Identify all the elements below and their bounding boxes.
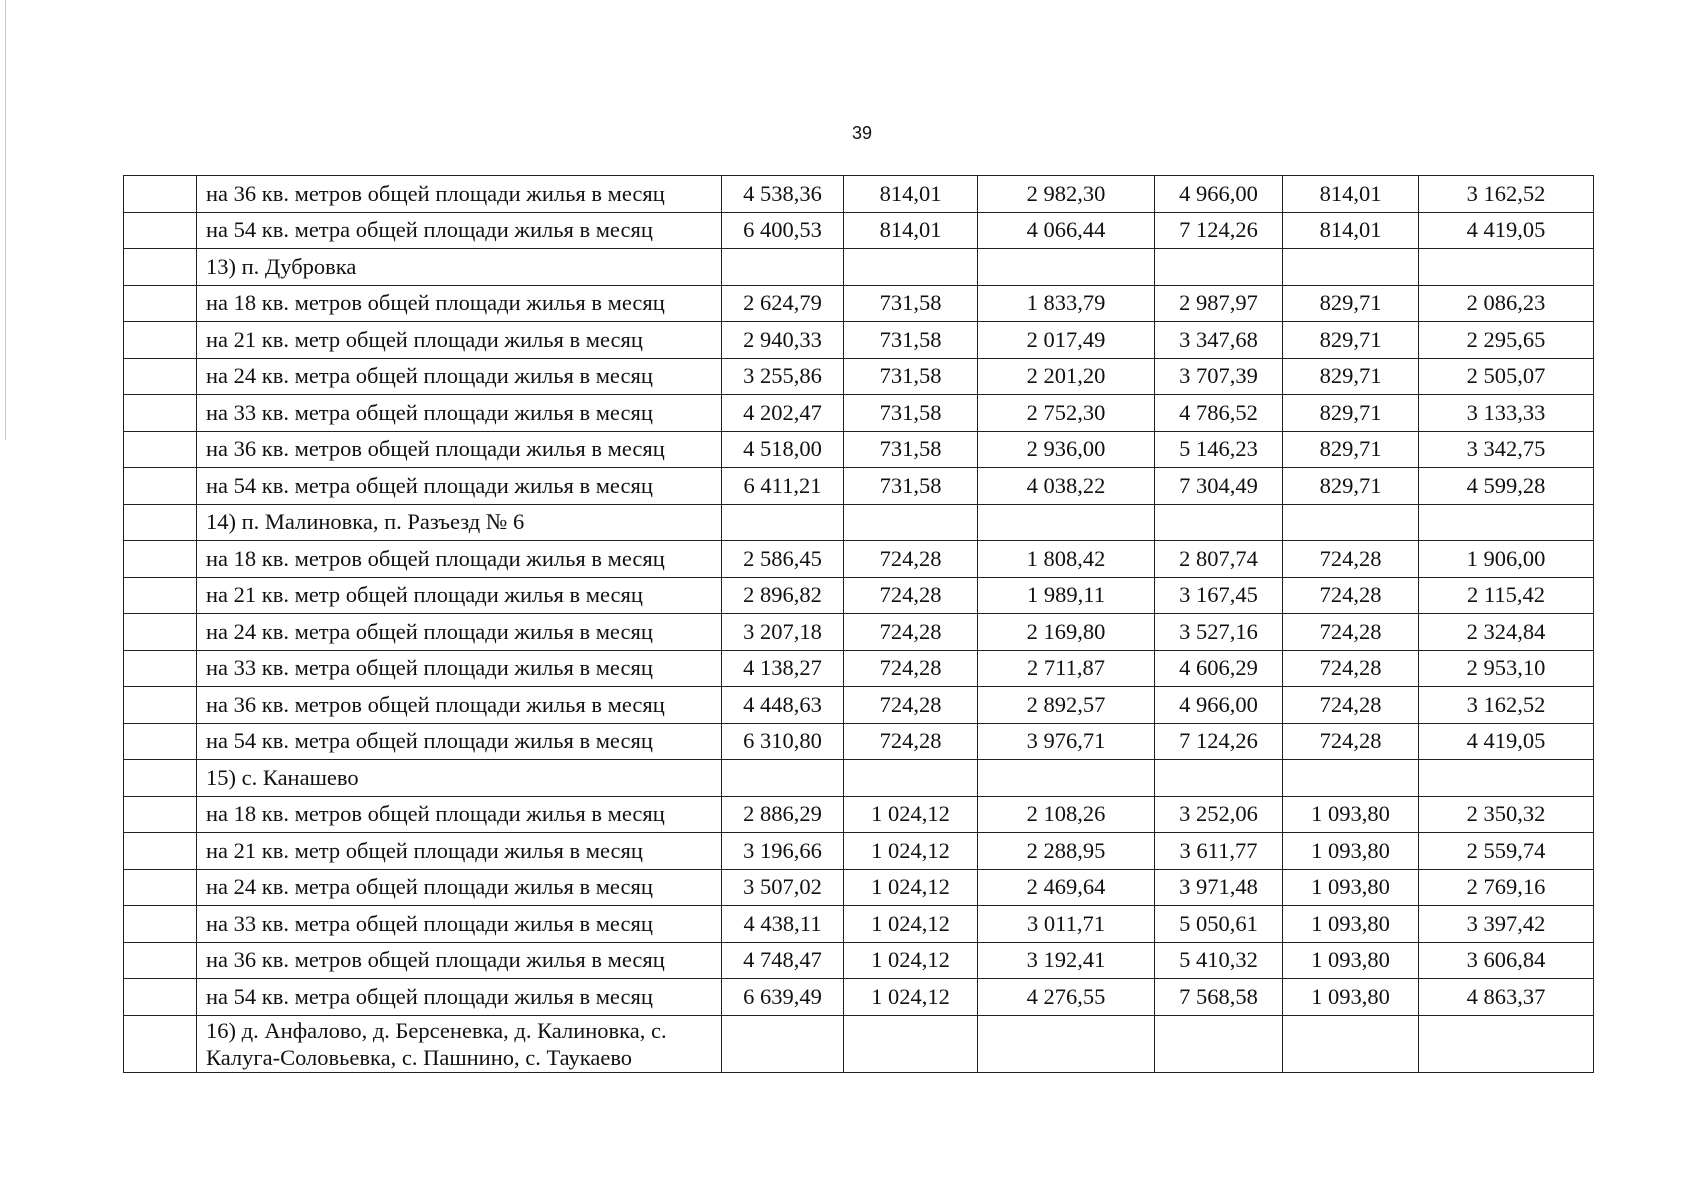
- value-cell-col-4: 4 786,52: [1155, 395, 1283, 432]
- value-cell-col-5: 1 093,80: [1283, 906, 1419, 943]
- description-cell: на 18 кв. метров общей площади жилья в месяц: [197, 796, 722, 833]
- value-cell-col-1: 4 202,47: [722, 395, 844, 432]
- value-cell-col-5: 724,28: [1283, 541, 1419, 578]
- value-cell-col-6: 2 505,07: [1419, 358, 1594, 395]
- scan-edge-line: [5, 0, 6, 440]
- value-cell-col-5: 724,28: [1283, 577, 1419, 614]
- value-cell-col-1: 2 624,79: [722, 285, 844, 322]
- section-row: [124, 760, 1594, 797]
- value-cell-col-2: 1 024,12: [844, 796, 978, 833]
- value-cell-col-3: 1 833,79: [978, 285, 1155, 322]
- value-cell-col-3: 4 066,44: [978, 212, 1155, 249]
- value-cell-col-4: 5 410,32: [1155, 942, 1283, 979]
- value-cell-col-5: 1 093,80: [1283, 796, 1419, 833]
- value-cell-col-1: 2 586,45: [722, 541, 844, 578]
- table-row: [124, 614, 1594, 651]
- table-row: [124, 796, 1594, 833]
- value-cell-col-5: [1283, 504, 1419, 541]
- table-row: [124, 468, 1594, 505]
- value-cell-col-6: 4 419,05: [1419, 212, 1594, 249]
- table-row: [124, 431, 1594, 468]
- description-cell: на 21 кв. метр общей площади жилья в месяц: [197, 322, 722, 359]
- index-cell: [124, 760, 197, 797]
- value-cell-col-1: 6 411,21: [722, 468, 844, 505]
- value-cell-col-2: 724,28: [844, 541, 978, 578]
- value-cell-col-6: 2 115,42: [1419, 577, 1594, 614]
- description-cell: на 36 кв. метров общей площади жилья в месяц: [197, 942, 722, 979]
- description-cell: на 18 кв. метров общей площади жилья в месяц: [197, 285, 722, 322]
- value-cell-col-4: 7 124,26: [1155, 723, 1283, 760]
- table-row: [124, 942, 1594, 979]
- value-cell-col-2: 724,28: [844, 687, 978, 724]
- index-cell: [124, 906, 197, 943]
- page-number: 39: [851, 123, 873, 143]
- index-cell: [124, 723, 197, 760]
- table-row: [124, 833, 1594, 870]
- value-cell-col-1: [722, 249, 844, 286]
- value-cell-col-2: 814,01: [844, 176, 978, 213]
- value-cell-col-3: [978, 504, 1155, 541]
- value-cell-col-5: 829,71: [1283, 322, 1419, 359]
- index-cell: [124, 541, 197, 578]
- value-cell-col-5: 829,71: [1283, 468, 1419, 505]
- section-row: [124, 249, 1594, 286]
- index-cell: [124, 504, 197, 541]
- value-cell-col-4: 7 568,58: [1155, 979, 1283, 1016]
- value-cell-col-6: 3 162,52: [1419, 687, 1594, 724]
- value-cell-col-3: [978, 1015, 1155, 1072]
- value-cell-col-1: 4 748,47: [722, 942, 844, 979]
- table-row: [124, 687, 1594, 724]
- index-cell: [124, 176, 197, 213]
- value-cell-col-2: 731,58: [844, 431, 978, 468]
- index-cell: [124, 614, 197, 651]
- value-cell-col-6: 2 953,10: [1419, 650, 1594, 687]
- value-cell-col-1: 6 400,53: [722, 212, 844, 249]
- index-cell: [124, 577, 197, 614]
- value-cell-col-3: 3 976,71: [978, 723, 1155, 760]
- value-cell-col-1: 4 538,36: [722, 176, 844, 213]
- section-row: [124, 504, 1594, 541]
- value-cell-col-5: [1283, 249, 1419, 286]
- index-cell: [124, 212, 197, 249]
- value-cell-col-2: 814,01: [844, 212, 978, 249]
- value-cell-col-2: [844, 760, 978, 797]
- section-row: [124, 1015, 1594, 1072]
- value-cell-col-5: 724,28: [1283, 723, 1419, 760]
- value-cell-col-4: 2 807,74: [1155, 541, 1283, 578]
- value-cell-col-6: 4 419,05: [1419, 723, 1594, 760]
- table-row: [124, 650, 1594, 687]
- value-cell-col-6: [1419, 504, 1594, 541]
- value-cell-col-3: 2 752,30: [978, 395, 1155, 432]
- index-cell: [124, 431, 197, 468]
- value-cell-col-6: [1419, 1015, 1594, 1072]
- section-title-cell: 16) д. Анфалово, д. Берсеневка, д. Калиновка, с. Калуга-Соловьевка, с. Пашнино, с. Таукаево: [197, 1015, 722, 1072]
- value-cell-col-3: 2 108,26: [978, 796, 1155, 833]
- value-cell-col-1: 3 207,18: [722, 614, 844, 651]
- value-cell-col-2: 731,58: [844, 395, 978, 432]
- table-row: [124, 285, 1594, 322]
- value-cell-col-2: 1 024,12: [844, 869, 978, 906]
- value-cell-col-5: 1 093,80: [1283, 979, 1419, 1016]
- index-cell: [124, 869, 197, 906]
- index-cell: [124, 249, 197, 286]
- value-cell-col-2: 731,58: [844, 468, 978, 505]
- description-cell: на 54 кв. метра общей площади жилья в месяц: [197, 979, 722, 1016]
- description-cell: на 36 кв. метров общей площади жилья в месяц: [197, 176, 722, 213]
- value-cell-col-6: 2 295,65: [1419, 322, 1594, 359]
- description-cell: на 33 кв. метра общей площади жилья в месяц: [197, 906, 722, 943]
- value-cell-col-6: 3 606,84: [1419, 942, 1594, 979]
- table-row: [124, 212, 1594, 249]
- value-cell-col-5: 1 093,80: [1283, 869, 1419, 906]
- table-row: [124, 869, 1594, 906]
- section-title-cell: 13) п. Дубровка: [197, 249, 722, 286]
- description-cell: на 21 кв. метр общей площади жилья в месяц: [197, 577, 722, 614]
- value-cell-col-4: 3 347,68: [1155, 322, 1283, 359]
- value-cell-col-5: 814,01: [1283, 176, 1419, 213]
- value-cell-col-1: 6 310,80: [722, 723, 844, 760]
- value-cell-col-1: 6 639,49: [722, 979, 844, 1016]
- value-cell-col-1: [722, 760, 844, 797]
- section-title-cell: 14) п. Малиновка, п. Разъезд № 6: [197, 504, 722, 541]
- value-cell-col-6: [1419, 760, 1594, 797]
- value-cell-col-2: 731,58: [844, 322, 978, 359]
- table-row: [124, 906, 1594, 943]
- table-body: [124, 176, 1594, 1073]
- value-cell-col-4: [1155, 760, 1283, 797]
- value-cell-col-4: 3 527,16: [1155, 614, 1283, 651]
- index-cell: [124, 468, 197, 505]
- value-cell-col-4: [1155, 1015, 1283, 1072]
- value-cell-col-5: 829,71: [1283, 358, 1419, 395]
- value-cell-col-3: 3 192,41: [978, 942, 1155, 979]
- description-cell: на 24 кв. метра общей площади жилья в месяц: [197, 358, 722, 395]
- value-cell-col-3: 1 989,11: [978, 577, 1155, 614]
- description-cell: на 36 кв. метров общей площади жилья в месяц: [197, 687, 722, 724]
- value-cell-col-6: 3 342,75: [1419, 431, 1594, 468]
- value-cell-col-6: 4 599,28: [1419, 468, 1594, 505]
- index-cell: [124, 322, 197, 359]
- value-cell-col-3: 2 711,87: [978, 650, 1155, 687]
- description-cell: на 33 кв. метра общей площади жилья в месяц: [197, 650, 722, 687]
- value-cell-col-3: 1 808,42: [978, 541, 1155, 578]
- value-cell-col-3: [978, 249, 1155, 286]
- value-cell-col-5: 724,28: [1283, 650, 1419, 687]
- value-cell-col-2: [844, 249, 978, 286]
- value-cell-col-3: 2 288,95: [978, 833, 1155, 870]
- index-cell: [124, 650, 197, 687]
- value-cell-col-1: 3 255,86: [722, 358, 844, 395]
- table-row: [124, 577, 1594, 614]
- table-row: [124, 395, 1594, 432]
- value-cell-col-1: 4 448,63: [722, 687, 844, 724]
- value-cell-col-4: 3 167,45: [1155, 577, 1283, 614]
- value-cell-col-2: 1 024,12: [844, 979, 978, 1016]
- value-cell-col-6: 2 559,74: [1419, 833, 1594, 870]
- value-cell-col-6: 3 397,42: [1419, 906, 1594, 943]
- index-cell: [124, 395, 197, 432]
- description-cell: на 54 кв. метра общей площади жилья в месяц: [197, 468, 722, 505]
- index-cell: [124, 687, 197, 724]
- value-cell-col-2: 1 024,12: [844, 942, 978, 979]
- value-cell-col-3: 3 011,71: [978, 906, 1155, 943]
- description-cell: на 33 кв. метра общей площади жилья в месяц: [197, 395, 722, 432]
- value-cell-col-3: 2 201,20: [978, 358, 1155, 395]
- value-cell-col-2: 724,28: [844, 723, 978, 760]
- value-cell-col-1: 4 438,11: [722, 906, 844, 943]
- index-cell: [124, 1015, 197, 1072]
- value-cell-col-3: 4 276,55: [978, 979, 1155, 1016]
- index-cell: [124, 285, 197, 322]
- value-cell-col-6: 2 769,16: [1419, 869, 1594, 906]
- value-cell-col-1: 3 507,02: [722, 869, 844, 906]
- value-cell-col-2: 724,28: [844, 614, 978, 651]
- index-cell: [124, 942, 197, 979]
- value-cell-col-1: 2 886,29: [722, 796, 844, 833]
- table-row: [124, 358, 1594, 395]
- value-cell-col-3: 2 982,30: [978, 176, 1155, 213]
- value-cell-col-4: 3 611,77: [1155, 833, 1283, 870]
- value-cell-col-5: [1283, 760, 1419, 797]
- value-cell-col-6: [1419, 249, 1594, 286]
- value-cell-col-4: [1155, 504, 1283, 541]
- value-cell-col-4: 3 707,39: [1155, 358, 1283, 395]
- table-row: [124, 723, 1594, 760]
- value-cell-col-5: 814,01: [1283, 212, 1419, 249]
- value-cell-col-5: 829,71: [1283, 285, 1419, 322]
- value-cell-col-6: 4 863,37: [1419, 979, 1594, 1016]
- value-cell-col-2: 1 024,12: [844, 833, 978, 870]
- value-cell-col-2: 724,28: [844, 650, 978, 687]
- value-cell-col-6: 1 906,00: [1419, 541, 1594, 578]
- value-cell-col-4: 2 987,97: [1155, 285, 1283, 322]
- value-cell-col-3: 4 038,22: [978, 468, 1155, 505]
- value-cell-col-1: 3 196,66: [722, 833, 844, 870]
- value-cell-col-4: 4 966,00: [1155, 176, 1283, 213]
- value-cell-col-3: 2 936,00: [978, 431, 1155, 468]
- description-cell: на 54 кв. метра общей площади жилья в месяц: [197, 723, 722, 760]
- value-cell-col-5: 829,71: [1283, 431, 1419, 468]
- index-cell: [124, 796, 197, 833]
- description-cell: на 18 кв. метров общей площади жилья в месяц: [197, 541, 722, 578]
- description-cell: на 24 кв. метра общей площади жилья в месяц: [197, 614, 722, 651]
- value-cell-col-2: [844, 1015, 978, 1072]
- value-cell-col-4: 3 252,06: [1155, 796, 1283, 833]
- value-cell-col-4: 7 304,49: [1155, 468, 1283, 505]
- value-cell-col-2: 731,58: [844, 285, 978, 322]
- description-cell: на 21 кв. метр общей площади жилья в месяц: [197, 833, 722, 870]
- value-cell-col-6: 2 324,84: [1419, 614, 1594, 651]
- value-cell-col-6: 3 162,52: [1419, 176, 1594, 213]
- table-row: [124, 322, 1594, 359]
- value-cell-col-6: 2 086,23: [1419, 285, 1594, 322]
- value-cell-col-5: 1 093,80: [1283, 942, 1419, 979]
- value-cell-col-4: 5 146,23: [1155, 431, 1283, 468]
- value-cell-col-2: [844, 504, 978, 541]
- value-cell-col-4: 5 050,61: [1155, 906, 1283, 943]
- section-title-cell: 15) с. Канашево: [197, 760, 722, 797]
- value-cell-col-2: 1 024,12: [844, 906, 978, 943]
- value-cell-col-3: 2 469,64: [978, 869, 1155, 906]
- table-row: [124, 176, 1594, 213]
- description-cell: на 24 кв. метра общей площади жилья в месяц: [197, 869, 722, 906]
- value-cell-col-1: [722, 504, 844, 541]
- value-cell-col-3: [978, 760, 1155, 797]
- value-cell-col-2: 724,28: [844, 577, 978, 614]
- value-cell-col-2: 731,58: [844, 358, 978, 395]
- value-cell-col-3: 2 892,57: [978, 687, 1155, 724]
- value-cell-col-3: 2 169,80: [978, 614, 1155, 651]
- description-cell: на 54 кв. метра общей площади жилья в месяц: [197, 212, 722, 249]
- value-cell-col-5: [1283, 1015, 1419, 1072]
- value-cell-col-6: 3 133,33: [1419, 395, 1594, 432]
- value-cell-col-1: 2 940,33: [722, 322, 844, 359]
- value-cell-col-4: 3 971,48: [1155, 869, 1283, 906]
- value-cell-col-4: 4 966,00: [1155, 687, 1283, 724]
- table-row: [124, 541, 1594, 578]
- value-cell-col-1: [722, 1015, 844, 1072]
- value-cell-col-3: 2 017,49: [978, 322, 1155, 359]
- index-cell: [124, 358, 197, 395]
- value-cell-col-5: 724,28: [1283, 687, 1419, 724]
- value-cell-col-5: 724,28: [1283, 614, 1419, 651]
- description-cell: на 36 кв. метров общей площади жилья в месяц: [197, 431, 722, 468]
- value-cell-col-5: 829,71: [1283, 395, 1419, 432]
- index-cell: [124, 979, 197, 1016]
- tariff-table: [123, 175, 1594, 1073]
- value-cell-col-5: 1 093,80: [1283, 833, 1419, 870]
- value-cell-col-6: 2 350,32: [1419, 796, 1594, 833]
- value-cell-col-4: 7 124,26: [1155, 212, 1283, 249]
- value-cell-col-1: 2 896,82: [722, 577, 844, 614]
- value-cell-col-1: 4 138,27: [722, 650, 844, 687]
- index-cell: [124, 833, 197, 870]
- value-cell-col-4: [1155, 249, 1283, 286]
- value-cell-col-1: 4 518,00: [722, 431, 844, 468]
- value-cell-col-4: 4 606,29: [1155, 650, 1283, 687]
- table-row: [124, 979, 1594, 1016]
